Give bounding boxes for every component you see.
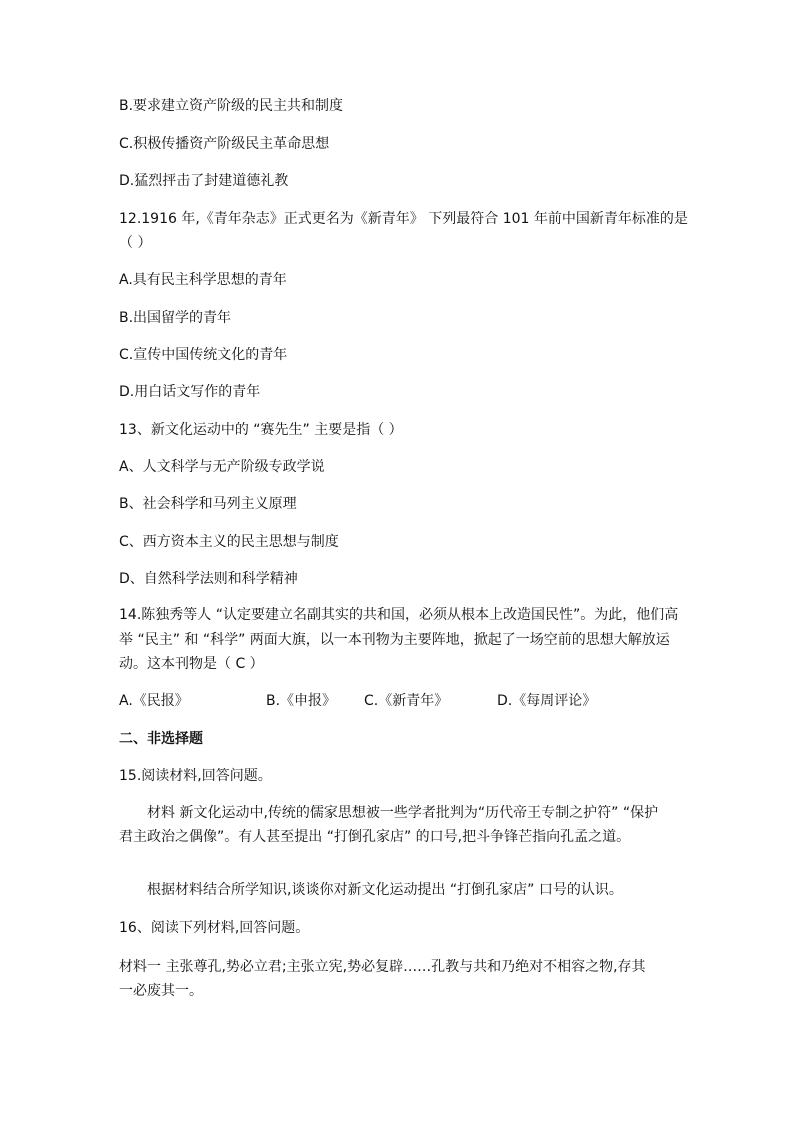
section-heading: 二、非选择题: [119, 731, 203, 747]
q11-option-d: D.猛烈抨击了封建道德礼教: [119, 173, 289, 189]
q12-stem-line1: 12.1916 年,《青年杂志》正式更名为《新青年》 下列最符合 101 年前中国新青年标准的是: [119, 211, 688, 227]
q13-option-b: B、社会科学和马列主义原理: [119, 496, 297, 512]
q15-material-line2: 君主政治之偶像”。有人甚至提出 “打倒孔家店” 的口号,把斗争锋芒指向孔孟之道。: [119, 829, 631, 845]
q13-option-a: A、人文科学与无产阶级专政学说: [119, 459, 325, 475]
q16-material-line2: 一必废其一。: [119, 983, 203, 999]
q15-material-line1: 材料 新文化运动中,传统的儒家思想被一些学者批判为“历代帝王专制之护符” “保护: [147, 805, 659, 821]
q12-option-d: D.用白话文写作的青年: [119, 384, 261, 400]
q14-option-b: B.《申报》: [266, 693, 337, 709]
q13-stem: 13、新文化运动中的 “赛先生” 主要是指（ ）: [119, 422, 403, 438]
q14-stem-line1: 14.陈独秀等人 “认定要建立名副其实的共和国，必须从根本上改造国民性”。为此，他们高: [119, 607, 679, 623]
q15-question: 根据材料结合所学知识,谈谈你对新文化运动提出 “打倒孔家店” 口号的认识。: [147, 882, 623, 898]
q11-option-c: C.积极传播资产阶级民主革命思想: [119, 136, 330, 152]
q14-option-d: D.《每周评论》: [497, 693, 597, 709]
q15-stem: 15.阅读材料,回答问题。: [119, 768, 272, 784]
q16-material-line1: 材料一 主张尊孔,势必立君;主张立宪,势必复辟……孔教与共和乃绝对不相容之物,存其: [119, 959, 646, 975]
q14-stem-line2: 举 “民主” 和 “科学” 两面大旗，以一本刊物为主要阵地，掀起了一场空前的思想大解放运: [119, 632, 670, 648]
q12-option-a: A.具有民主科学思想的青年: [119, 272, 287, 288]
q14-option-c: C.《新青年》: [364, 693, 449, 709]
q12-option-c: C.宣传中国传统文化的青年: [119, 347, 288, 363]
q12-option-b: B.出国留学的青年: [119, 310, 232, 326]
q14-stem-line3: 动。这本刊物是（ C ）: [119, 656, 264, 672]
q12-stem-line2: （ ）: [119, 235, 152, 251]
q11-option-b: B.要求建立资产阶级的民主共和制度: [119, 98, 344, 114]
q16-stem: 16、阅读下列材料,回答问题。: [119, 920, 310, 936]
q13-option-d: D、自然科学法则和科学精神: [119, 571, 298, 587]
q14-option-a: A.《民报》: [119, 693, 189, 709]
q13-option-c: C、西方资本主义的民主思想与制度: [119, 534, 339, 550]
